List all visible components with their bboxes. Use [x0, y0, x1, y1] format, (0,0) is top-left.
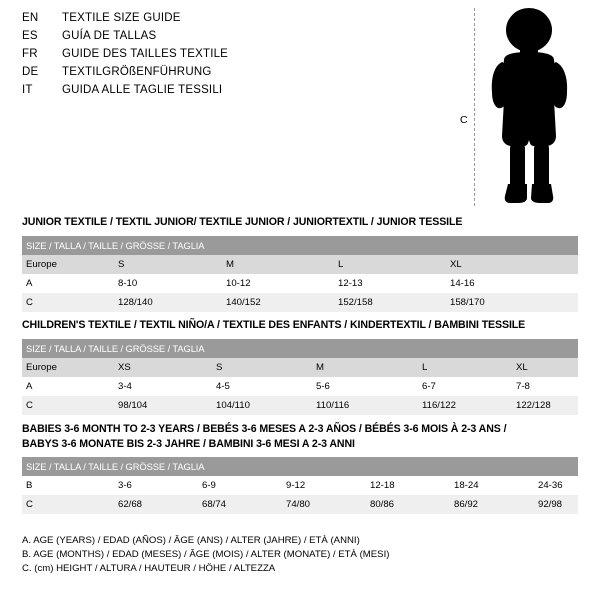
cell: 24-36: [534, 476, 578, 495]
section-title-junior: JUNIOR TEXTILE / TEXTIL JUNIOR/ TEXTILE JUNIOR / JUNIORTEXTIL / JUNIOR TESSILE: [22, 216, 463, 228]
cell: 116/122: [418, 396, 512, 415]
measure-label-c: C: [460, 114, 468, 126]
cell: 12-18: [366, 476, 450, 495]
cell: 14-16: [446, 274, 578, 293]
legend-line-b: B. AGE (MONTHS) / EDAD (MESES) / ÂGE (MOIS) / ALTER (MONATE) / ETÀ (MESI): [22, 549, 390, 560]
language-title: TEXTILGRÖßENFÜHRUNG: [62, 66, 212, 78]
language-code: ES: [22, 30, 38, 42]
legend-line-c: C. (cm) HEIGHT / ALTURA / HAUTEUR / HÖHE / ALTEZZA: [22, 563, 276, 574]
legend-line-a: A. AGE (YEARS) / EDAD (AÑOS) / ÂGE (ANS) / ALTER (JAHRE) / ETÀ (ANNI): [22, 535, 360, 546]
row-label: C: [22, 396, 114, 415]
babies-size-table: [22, 457, 578, 514]
row-label: C: [22, 293, 114, 312]
language-code: IT: [22, 84, 33, 96]
column-header: S: [114, 255, 222, 274]
column-header: Europe: [22, 358, 114, 377]
table-row: [22, 495, 578, 514]
table-row: [22, 476, 578, 495]
table-row: [22, 396, 578, 415]
cell: 86/92: [450, 495, 534, 514]
table-subheader-row: [22, 236, 578, 255]
legend: [22, 534, 582, 576]
cell: 12-13: [334, 274, 446, 293]
table-subheader-label: SIZE / TALLA / TAILLE / GRÖSSE / TAGLIA: [22, 339, 578, 358]
children-size-table: [22, 339, 578, 415]
language-title: GUIDE DES TAILLES TEXTILE: [62, 48, 229, 60]
table-subheader-label: SIZE / TALLA / TAILLE / GRÖSSE / TAGLIA: [22, 236, 578, 255]
junior-size-table: [22, 236, 578, 312]
cell: 152/158: [334, 293, 446, 312]
table-row: [22, 274, 578, 293]
cell: 8-10: [114, 274, 222, 293]
cell: 3-6: [114, 476, 198, 495]
table-row: [22, 293, 578, 312]
cell: 10-12: [222, 274, 334, 293]
cell: 5-6: [312, 377, 418, 396]
section-title-babies-line1: BABIES 3-6 MONTH TO 2-3 YEARS / BEBÉS 3-6 MESES A 2-3 AÑOS / BÉBÉS 3-6 MOIS À 2-3 ANS /: [22, 423, 507, 435]
table-column-header-row: [22, 358, 578, 377]
language-code: EN: [22, 12, 39, 24]
cell: 74/80: [282, 495, 366, 514]
language-code: DE: [22, 66, 39, 78]
cell: 80/86: [366, 495, 450, 514]
column-header: M: [312, 358, 418, 377]
cell: 98/104: [114, 396, 212, 415]
row-label: C: [22, 495, 114, 514]
column-header: L: [418, 358, 512, 377]
cell: 4-5: [212, 377, 312, 396]
table-subheader-row: [22, 457, 578, 476]
column-header: XL: [512, 358, 578, 377]
language-titles: [22, 12, 442, 102]
cell: 68/74: [198, 495, 282, 514]
cell: 110/116: [312, 396, 418, 415]
language-row-en: [22, 12, 442, 30]
cell: 9-12: [282, 476, 366, 495]
language-row-de: [22, 66, 442, 84]
cell: 3-4: [114, 377, 212, 396]
row-label: A: [22, 274, 114, 293]
language-title: GUIDA ALLE TAGLIE TESSILI: [62, 84, 223, 96]
cell: 62/68: [114, 495, 198, 514]
figure-area: [440, 8, 590, 208]
language-row-fr: [22, 48, 442, 66]
cell: 18-24: [450, 476, 534, 495]
row-label: A: [22, 377, 114, 396]
cell: 122/128: [512, 396, 578, 415]
column-header: L: [334, 255, 446, 274]
cell: 7-8: [512, 377, 578, 396]
cell: 158/170: [446, 293, 578, 312]
cell: 6-7: [418, 377, 512, 396]
cell: 92/98: [534, 495, 578, 514]
column-header: XL: [446, 255, 578, 274]
language-title: TEXTILE SIZE GUIDE: [62, 12, 181, 24]
column-header: S: [212, 358, 312, 377]
cell: 140/152: [222, 293, 334, 312]
language-code: FR: [22, 48, 38, 60]
table-row: [22, 377, 578, 396]
table-subheader-label: SIZE / TALLA / TAILLE / GRÖSSE / TAGLIA: [22, 457, 578, 476]
column-header: XS: [114, 358, 212, 377]
section-title-babies-line2: BABYS 3-6 MONATE BIS 2-3 JAHRE / BAMBINI 3-6 MESI A 2-3 ANNI: [22, 438, 355, 450]
cell: 128/140: [114, 293, 222, 312]
row-label: B: [22, 476, 114, 495]
section-title-children: CHILDREN'S TEXTILE / TEXTIL NIÑO/A / TEXTILE DES ENFANTS / KINDERTEXTIL / BAMBINI TESSILE: [22, 319, 526, 331]
column-header: Europe: [22, 255, 114, 274]
cell: 104/110: [212, 396, 312, 415]
column-header: M: [222, 255, 334, 274]
cell: 6-9: [198, 476, 282, 495]
language-row-it: [22, 84, 442, 102]
toddler-silhouette: [482, 8, 582, 208]
language-title: GUÍA DE TALLAS: [62, 30, 157, 42]
language-row-es: [22, 30, 442, 48]
table-column-header-row: [22, 255, 578, 274]
height-measure-line: [474, 8, 475, 206]
table-subheader-row: [22, 339, 578, 358]
